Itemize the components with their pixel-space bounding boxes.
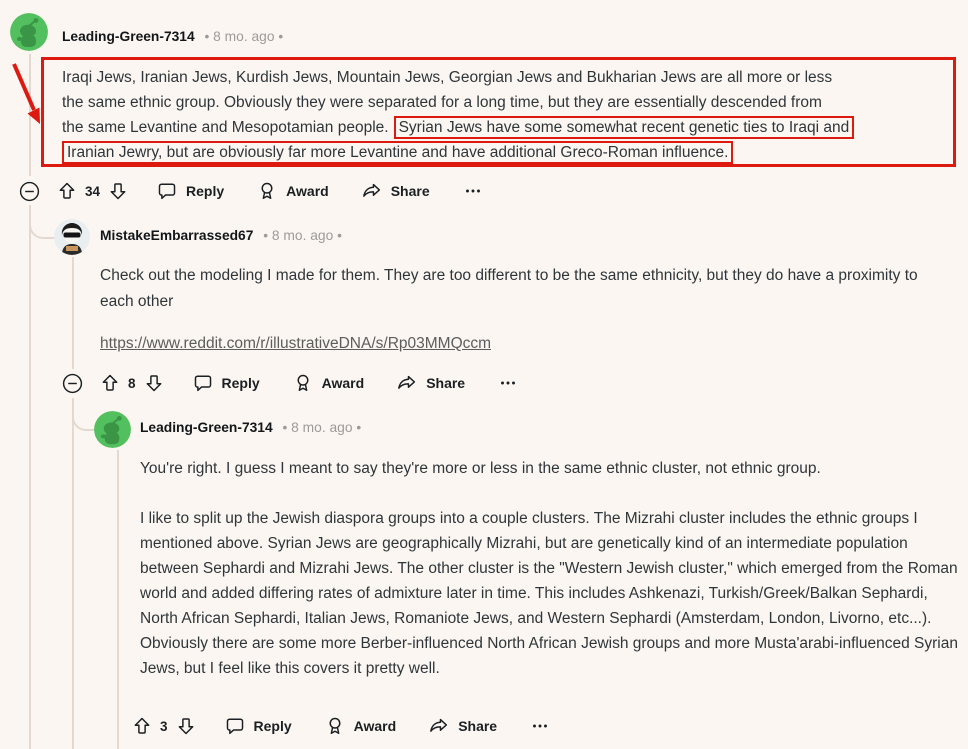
username[interactable]: MistakeEmbarrassed67 (100, 228, 254, 243)
timestamp: • 8 mo. ago • (282, 420, 362, 435)
vote-count: 3 (160, 718, 168, 734)
thread-line-2 (72, 257, 74, 369)
body-line: the same ethnic group. Obviously they were separated for a long time, but they are essentially descended from (62, 94, 822, 111)
share-arrow-icon (428, 715, 450, 737)
award-label: Award (321, 375, 365, 391)
award-label: Award (353, 718, 397, 734)
more-options-icon[interactable] (497, 372, 519, 394)
timestamp: • 8 mo. ago • (263, 228, 342, 243)
award-button[interactable] (324, 715, 397, 737)
thread-line-1b (29, 205, 31, 749)
reply-label: Reply (186, 183, 225, 199)
award-label: Award (286, 183, 329, 199)
comment-header (140, 420, 361, 435)
reply-bubble-icon (224, 715, 246, 737)
comment-header (100, 228, 342, 243)
share-label: Share (390, 183, 430, 199)
thread-elbow-2 (29, 220, 56, 239)
body-line (62, 115, 854, 140)
share-arrow-icon (396, 372, 418, 394)
award-button[interactable] (292, 372, 365, 394)
downvote-icon[interactable] (143, 372, 165, 394)
comment-paragraph: I like to split up the Jewish diaspora groups into a couple clusters. The Mizrahi cluster includes the ethnic groups I mentioned above. Syrian Jews are geographically Mizrahi, but are genetically kind of an intermediate population between Sephardi and Mizrahi Jews. The other cluster is the "Western Jewish cluster," which emerged from the Roman world and added differing rates of admixture later in time. This includes Ashkenazi, Turkish/Greek/Balkan Sephardi, North African Sephardi, Italian Jews, Romaniote Jews, and Western Sephardi (Amsterdam, London, Livorno, etc...). Obviously there are some more Berber-influenced North African Jewish groups and more Musta'arabi-influenced Syrian Jews, but I feel like this covers it pretty well. (140, 510, 958, 677)
action-bar (61, 368, 519, 398)
username[interactable]: Leading-Green-7314 (140, 420, 273, 435)
share-label: Share (426, 375, 466, 391)
annotated-text: Iranian Jewry, but are obviously far more Levantine and have additional Greco-Roman influence. (62, 141, 733, 164)
avatar[interactable] (54, 219, 90, 255)
comment-body (62, 65, 854, 165)
action-bar (131, 711, 551, 741)
thread-line-2b (72, 398, 74, 749)
reply-label: Reply (253, 718, 292, 734)
collapse-thread-icon[interactable] (61, 372, 84, 395)
avatar[interactable] (94, 411, 131, 448)
reply-bubble-icon (156, 180, 178, 202)
thread-line-1 (29, 54, 31, 176)
thread-elbow-3 (72, 413, 95, 431)
annotation-arrow-icon (4, 58, 52, 138)
comment-paragraph: You're right. I guess I meant to say they're more or less in the same ethnic cluster, not ethnic group. (140, 460, 821, 477)
sunglasses-avatar-icon (54, 219, 90, 255)
action-bar (18, 176, 484, 206)
upvote-icon[interactable] (131, 715, 153, 737)
snoo-avatar-icon (94, 411, 131, 448)
collapse-thread-icon[interactable] (18, 180, 41, 203)
share-label: Share (458, 718, 498, 734)
share-arrow-icon (361, 180, 383, 202)
award-ribbon-icon (324, 715, 346, 737)
username[interactable]: Leading-Green-7314 (62, 29, 195, 44)
comment-header (62, 29, 283, 44)
body-line (62, 140, 854, 165)
upvote-icon[interactable] (99, 372, 121, 394)
more-options-icon[interactable] (462, 180, 484, 202)
comment-body: Check out the modeling I made for them. They are too different to be the same ethnicity, but they do have a proximity to each other (100, 267, 918, 310)
award-ribbon-icon (292, 372, 314, 394)
annotated-text: Syrian Jews have some somewhat recent genetic ties to Iraqi and (394, 116, 855, 139)
downvote-icon[interactable] (107, 180, 129, 202)
reply-label: Reply (221, 375, 260, 391)
share-button[interactable] (428, 715, 497, 737)
body-line: Iraqi Jews, Iranian Jews, Kurdish Jews, Mountain Jews, Georgian Jews and Bukharian Jews are all more or less (62, 69, 833, 86)
thread-line-3 (117, 450, 119, 749)
reply-bubble-icon (192, 372, 214, 394)
upvote-icon[interactable] (56, 180, 78, 202)
snoo-avatar-icon (10, 13, 48, 51)
avatar[interactable] (10, 13, 48, 51)
award-ribbon-icon (256, 180, 278, 202)
reddit-link[interactable]: https://www.reddit.com/r/illustrativeDNA/s/Rp03MMQccm (100, 335, 492, 352)
downvote-icon[interactable] (175, 715, 197, 737)
body-text: the same Levantine and Mesopotamian people. (62, 119, 389, 136)
share-button[interactable] (396, 372, 465, 394)
reply-button[interactable] (224, 715, 292, 737)
vote-controls (99, 372, 165, 394)
timestamp: • 8 mo. ago • (204, 29, 284, 44)
vote-controls (56, 180, 129, 202)
reply-button[interactable] (192, 372, 260, 394)
share-button[interactable] (361, 180, 430, 202)
vote-count: 8 (128, 375, 136, 391)
award-button[interactable] (256, 180, 329, 202)
reply-button[interactable] (156, 180, 224, 202)
more-options-icon[interactable] (529, 715, 551, 737)
vote-controls (131, 715, 197, 737)
vote-count: 34 (85, 183, 101, 199)
